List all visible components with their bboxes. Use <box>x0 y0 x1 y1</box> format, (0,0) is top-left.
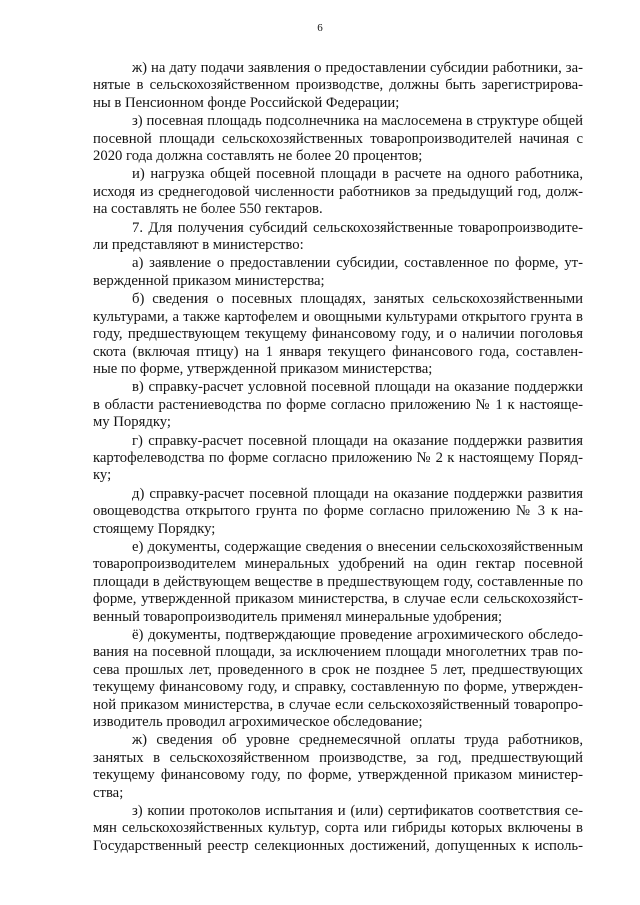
paragraph-line: текущему финансовому году, по форме, утвержденной приказом министер- <box>93 767 583 784</box>
paragraph <box>93 732 583 802</box>
paragraph-line: венный товаропроизводитель применял минеральные удобрения; <box>93 608 503 625</box>
paragraph-line: посевной площади сельскохозяйственных товаропроизводителей начиная с <box>93 130 583 147</box>
paragraph-line: б) сведения о посевных площадях, занятых сельскохозяйственными <box>132 291 583 308</box>
page-number: 6 <box>317 22 323 34</box>
paragraph <box>93 486 583 538</box>
paragraph-line: г) справку-расчет посевной площади на оказание поддержки развития <box>132 432 583 449</box>
paragraph-line: а) заявление о предоставлении субсидии, составленное по форме, ут- <box>132 255 583 272</box>
paragraph <box>93 627 583 731</box>
paragraph-line: на составлять не более 550 гектаров. <box>93 201 323 218</box>
paragraph-line: скота (включая птицу) на 1 января текущего финансового года, составлен- <box>93 343 583 360</box>
paragraph-line: з) посевная площадь подсолнечника на маслосемена в структуре общей <box>132 113 583 130</box>
paragraph-line: е) документы, содержащие сведения о внесении сельскохозяйственным <box>132 538 583 555</box>
paragraph-line: вания на посевной площади, за исключением площади многолетних трав по- <box>93 644 583 661</box>
document-body <box>93 60 583 856</box>
paragraph-line: площади в действующем веществе в предшествующем году, составленные по <box>93 573 583 590</box>
paragraph <box>93 539 583 626</box>
paragraph-line: ё) документы, подтверждающие проведение агрохимического обследо- <box>132 627 583 643</box>
paragraph-line: ж) сведения об уровне среднемесячной оплаты труда работников, <box>132 732 583 749</box>
paragraph-line: году, предшествующем текущему финансовому году, и о наличии поголовья <box>93 326 583 343</box>
paragraph-line: 7. Для получения субсидий сельскохозяйственные товаропроизводите- <box>132 219 583 236</box>
paragraph-line: нятые в сельскохозяйственном производстве, должны быть зарегистрирова- <box>93 77 583 94</box>
paragraph <box>93 291 583 378</box>
paragraph-line: д) справку-расчет посевной площади на оказание поддержки развития <box>132 485 583 502</box>
paragraph <box>93 220 583 255</box>
paragraph-line: 2020 года должна составлять не более 20 процентов; <box>93 148 423 165</box>
paragraph-line: му Порядку; <box>93 414 171 431</box>
paragraph-line: и) нагрузка общей посевной площади в расчете на одного работника, <box>132 166 583 183</box>
paragraph <box>93 113 583 165</box>
paragraph-line: овощеводства открытого грунта по форме согласно приложению № 3 к на- <box>93 503 583 520</box>
paragraph-line: стоящему Порядку; <box>93 520 216 537</box>
paragraph-line: ные по форме, утвержденной приказом министерства; <box>93 360 433 377</box>
paragraph-line: ны в Пенсионном фонде Российской Федерации; <box>93 94 400 111</box>
paragraph-line: з) копии протоколов испытания и (или) сертификатов соответствия се- <box>132 803 583 820</box>
paragraph-line: культурами, а также картофелем и овощными культурами открытого грунта в <box>93 308 583 325</box>
paragraph-line: картофелеводства по форме согласно приложению № 2 к настоящему Поряд- <box>93 449 583 466</box>
paragraph-line: вержденной приказом министерства; <box>93 272 325 289</box>
paragraph-line: текущему финансовому году, и справку, составленную по форме, утвержден- <box>93 679 583 696</box>
paragraph-line: занятых в сельскохозяйственном производстве, за год, предшествующий <box>93 749 583 766</box>
paragraph-line: мян сельскохозяйственных культур, сорта или гибриды которых включены в <box>93 820 583 837</box>
paragraph <box>93 166 583 218</box>
paragraph <box>93 433 583 485</box>
paragraph-line: товаропроизводителем минеральных удобрений на один гектар посевной <box>93 556 583 573</box>
paragraph <box>93 803 583 855</box>
paragraph-line: в области растениеводства по форме согласно приложению № 1 к настояще- <box>93 396 583 413</box>
paragraph-line: ной приказом министерства, в случае если сельскохозяйственный товаропро- <box>93 696 583 713</box>
paragraph-line: ства; <box>93 784 124 801</box>
paragraph-line: ж) на дату подачи заявления о предоставлении субсидии работники, за- <box>132 60 583 76</box>
paragraph-line: ку; <box>93 467 112 484</box>
paragraph <box>93 255 583 290</box>
paragraph <box>93 379 583 431</box>
paragraph-line: изводитель проводил агрохимическое обследование; <box>93 714 423 731</box>
paragraph <box>93 60 583 112</box>
paragraph-line: Государственный реестр селекционных достижений, допущенных к исполь- <box>93 837 583 854</box>
paragraph-line: сева прошлых лет, проведенного в срок не позднее 5 лет, предшествующих <box>93 661 583 678</box>
paragraph-line: исходя из среднегодовой численности работников за предыдущий год, долж- <box>93 183 583 200</box>
paragraph-line: форме, утвержденной приказом министерства, в случае если сельскохозяйст- <box>93 591 583 608</box>
paragraph-line: ли представляют в министерство: <box>93 237 304 254</box>
paragraph-line: в) справку-расчет условной посевной площади на оказание поддержки <box>132 379 583 396</box>
